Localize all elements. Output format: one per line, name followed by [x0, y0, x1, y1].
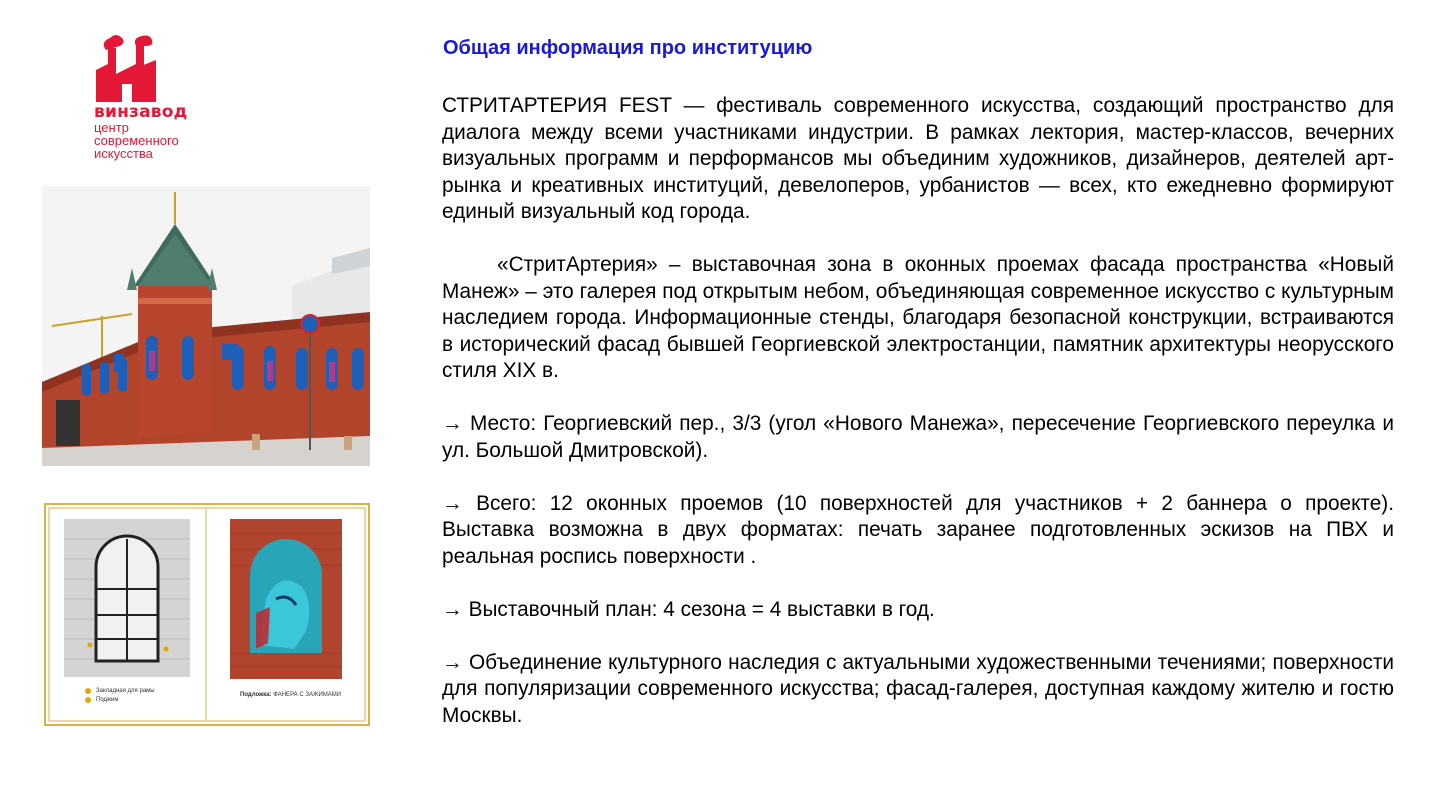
- facade-caption: [240, 692, 341, 698]
- logo-subtitle-3: искусства: [94, 146, 153, 161]
- logo-text: [94, 104, 188, 160]
- facade-caption-label: Подложка:: [240, 692, 272, 698]
- paragraph-exhibition-zone: «СтритАртерия» – выставочная зона в оконных проемах фасада пространства «Новый Манеж» – это галерея под открытым небом, объединяющая современное искусство с культурным наследием города. Информационные стенды, благодаря безопасной конструкции, встраиваются в исторический фасад бывшей Георгиевской электростанции, памятник архитектуры неорусского стиля XIX в.: [442, 253, 1394, 382]
- paragraph-plan: → Выставочный план: 4 сезона = 4 выставки в год.: [442, 597, 935, 621]
- factory-icon: [92, 34, 172, 106]
- paragraph-total: → Всего: 12 оконных проемов (10 поверхностей для участников + 2 баннера о проекте). Выставка возможна в двух форматах: печать заранее подготовленных эскизов на ПВХ и реальная роспись поверхности .: [442, 491, 1394, 568]
- paragraph-festival: СТРИТАРТЕРИЯ FEST — фестиваль современного искусства, создающий пространство для диалога между всеми участниками индустрии. В рамках лектория, мастер-классов, вечерних визуальных программ и перформансов мы объединим художников, дизайнеров, деятелей арт-рынка и креативных институций, девелоперов, урбанистов — всех, кто ежедневно формируют единый визуальный код города.: [442, 94, 1394, 223]
- page-heading: Общая информация про институцию: [443, 37, 813, 59]
- spacer: [442, 385, 1394, 412]
- facade-legend: [96, 687, 155, 705]
- legend-item-frame: Закладная для рамы: [96, 688, 155, 694]
- paragraph-location: → Место: Георгиевский пер., 3/3 (угол «Нового Манежа», пересечение Георгиевского переулка и ул. Большой Дмитровской).: [442, 412, 1394, 462]
- info-text-block: [442, 93, 1394, 729]
- logo-subtitle-2: современного: [94, 133, 179, 148]
- spacer: [442, 623, 1394, 650]
- logo-name: винзавод: [94, 102, 188, 122]
- facade-caption-text: ФАНЕРА С ЗАЖИМАМИ: [273, 692, 342, 698]
- spacer: [442, 570, 1394, 597]
- paragraph-heritage: → Объединение культурного наследия с актуальными художественными течениями; поверхности для популяризации современного искусства; фасад-галерея, доступная каждому жителю и гостю Москвы.: [442, 650, 1394, 727]
- spacer: [442, 464, 1394, 491]
- legend-item-clamp: Поджим: [96, 697, 119, 703]
- logo-subtitle-1: центр: [94, 120, 129, 135]
- vinzavod-logo: [92, 34, 202, 164]
- building-photo: [42, 186, 370, 466]
- spacer: [442, 226, 1394, 253]
- facade-drawing: [44, 503, 370, 726]
